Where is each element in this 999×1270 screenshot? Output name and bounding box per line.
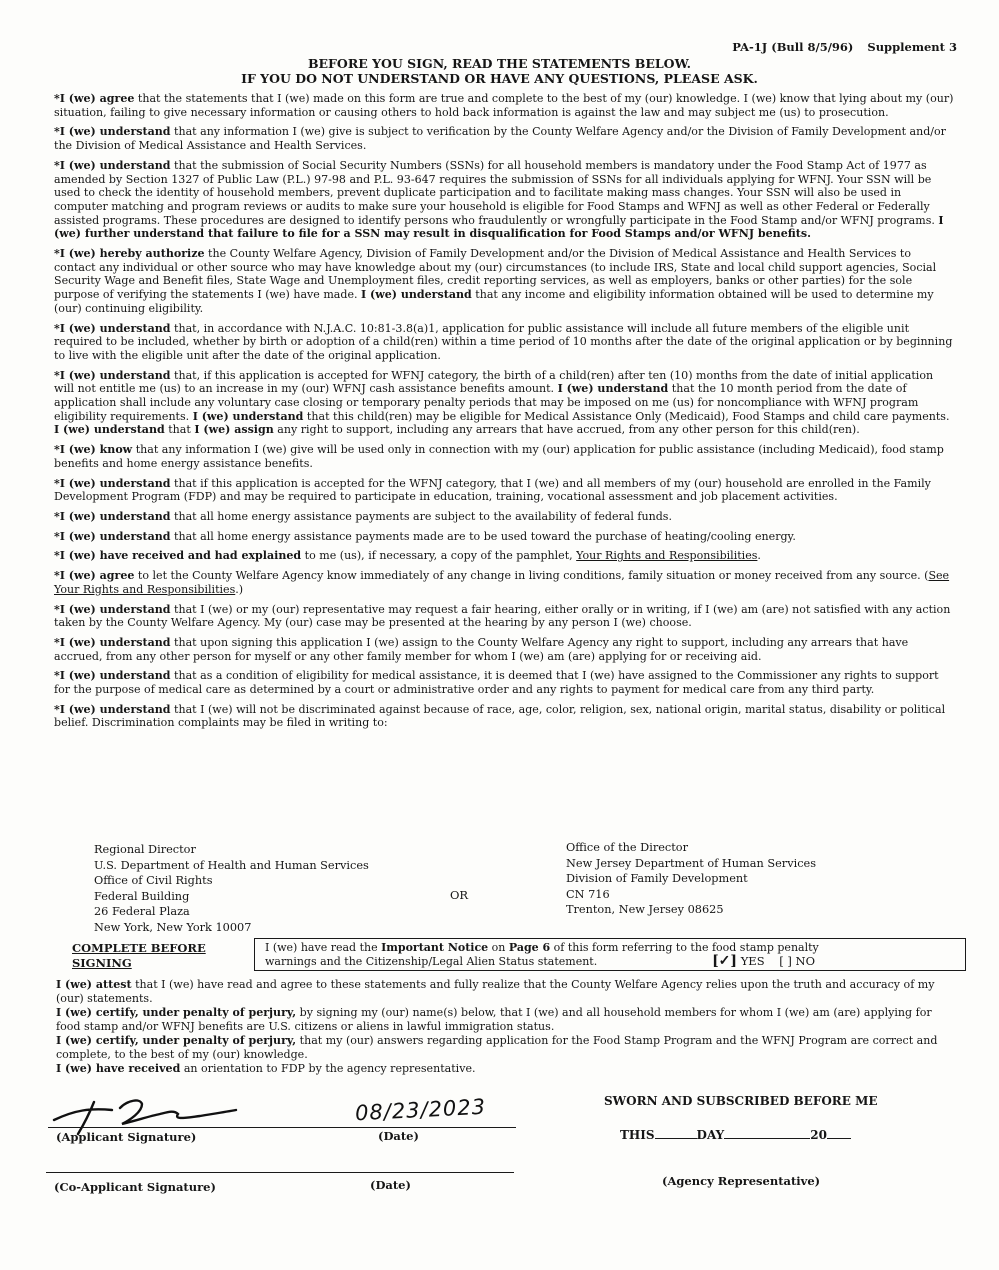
- coapplicant-signature-label: (Co-Applicant Signature): [54, 1180, 216, 1194]
- statement-9: *I (we) understand that all home energy assistance payments are subject to the availability of federal funds.: [54, 509, 672, 523]
- coapplicant-date-label: (Date): [370, 1178, 411, 1192]
- form-id: [722, 40, 957, 54]
- form-code: PA-1J (Bull 8/5/96): [732, 40, 854, 54]
- yes-checkbox[interactable]: [✓]: [712, 953, 738, 969]
- important-notice-box: [254, 938, 966, 971]
- header-line-1: BEFORE YOU SIGN, READ THE STATEMENTS BELOW.: [307, 56, 692, 71]
- statement-1: *I (we) agree that the statements that I (we) made on this form are true and complete to the best of my (our) knowledge. I (we) know that lying about my (our) situation, failing to give necessary information or causing others to hold back information is against the law and may subject me (us) to prosecution.: [54, 92, 954, 119]
- applicant-date-label: (Date): [378, 1129, 419, 1143]
- no-label: NO: [795, 954, 815, 968]
- yes-no-options: [712, 954, 815, 968]
- sworn-date-line: THIS DAY 20: [620, 1127, 851, 1142]
- complete-before-signing-label: COMPLETE BEFORE SIGNING: [72, 941, 206, 970]
- statement-5: *I (we) understand that, in accordance with N.J.A.C. 10:81-3.8(a)1, application for public assistance will include all future members of the eligible unit required to be included, whether by birth or adoption of a child(ren) within a time period of 10 months after the date of the original application or by beginning to live with the eligible unit after the date of the original application.: [54, 321, 953, 362]
- page-header: [0, 56, 999, 86]
- statement-3: *I (we) understand that the submission of Social Security Numbers (SSNs) for all household members is mandatory under the Food Stamp Act of 1977 as amended by Section 1327 of Public Law (P.L.) 97-98 and P.L. 93-647 requires the submission of SSNs for all individuals applying for WFNJ. Your SSN will be used to check the identity of household members, prevent duplicate participation and to facilitate making mass changes. Your SSN will also be used in computer matching and program reviews or audits to make sure your household is eligible for Food Stamps and WFNJ as well as other Federal or Federally assisted programs. These procedures are designed to identify persons who fraudulently or wrongfully participate in the Food Stamp and/or WFNJ programs. I (we) further understand that failure to file for a SSN may result in disqualification for Food Stamps and/or WFNJ benefits.: [54, 158, 944, 241]
- statement-4: *I (we) hereby authorize the County Welfare Agency, Division of Family Development and/or the Division of Medical Assistance and Health Services to contact any individual or other source who may have knowledge about my (our) circumstances (to include IRS, State and local child support agencies, Social Security Wage and Benefit files, State Wage and Unemployment files, credit reporting services, as well as employers, banks or other parties) for the sole purpose of verifying the statements I (we) have made. I (we) understand that any income and eligibility information obtained will be used to determine my (our) continuing eligibility.: [54, 247, 937, 315]
- attest-1: I (we) attest that I (we) have read and agree to these statements and fully realize that the County Welfare Agency relies upon the truth and accuracy of my (our) statements.: [56, 978, 935, 1005]
- header-line-2: IF YOU DO NOT UNDERSTAND OR HAVE ANY QUESTIONS, PLEASE ASK.: [241, 71, 758, 86]
- sworn-title: SWORN AND SUBSCRIBED BEFORE ME: [604, 1094, 878, 1108]
- applicant-signature-label: (Applicant Signature): [56, 1130, 197, 1144]
- statement-6: *I (we) understand that, if this application is accepted for WFNJ category, the birth of a child(ren) after ten (10) months from the date of initial application will not entitle me (us) to an increase in my (our) WFNJ cash assistance benefits amount. I (we) understand that the 10 month period from the date of application shall include any voluntary case closing or temporary penalty periods that may be imposed on me (us) for noncompliance with WFNJ program eligibility requirements. I (we) understand that this child(ren) may be eligible for Medical Assistance Only (Medicaid), Food Stamps and child care payments. I (we) understand that I (we) assign any right to support, including any arrears that have accrued, from any other person for this child(ren).: [54, 368, 950, 437]
- statement-12: *I (we) agree to let the County Welfare Agency know immediately of any change in living conditions, family situation or money received from any source. (See Your Rights and Responsibilities.): [54, 569, 950, 596]
- statement-11: *I (we) have received and had explained to me (us), if necessary, a copy of the pamphlet, Your Rights and Responsibilities.: [54, 549, 761, 563]
- agency-representative-label: (Agency Representative): [662, 1174, 821, 1188]
- statement-14: *I (we) understand that upon signing this application I (we) assign to the County Welfare Agency any right to support, including any arrears that have accrued, from any other person for myself or any other family member for whom I (we) am (are) applying for or receiving aid.: [54, 635, 909, 663]
- address-office-director: Office of the Director New Jersey Department of Human Services Division of Family Development CN 716 Trenton, New Jersey 08625: [566, 841, 816, 917]
- statement-16: *I (we) understand that I (we) will not be discriminated against because of race, age, color, religion, sex, national origin, marital status, disability or political belief. Discrimination complaints may be filed in writing to:: [54, 702, 946, 730]
- applicant-date-value[interactable]: 08/23/2023: [354, 1094, 487, 1126]
- applicant-signature-line: [48, 1127, 516, 1128]
- yes-label: YES: [740, 954, 765, 968]
- statement-2: *I (we) understand that any information I (we) give is subject to verification by the County Welfare Agency and/or the Division of Family Development and/or the Division of Medical Assistance and Health Services.: [54, 125, 946, 153]
- pamphlet-title: Your Rights and Responsibilities: [576, 549, 758, 563]
- pamphlet-reference: See Your Rights and Responsibilities: [54, 569, 950, 596]
- attest-2: I (we) certify, under penalty of perjury, by signing my (our) name(s) below, that I (we) and all household members for whom I (we) am (are) applying for food stamp and/or WFNJ benefits are U.S. citizens or aliens in lawful immigration status.: [56, 1006, 932, 1033]
- or-label: OR: [450, 888, 469, 902]
- coapplicant-signature-line: [46, 1172, 514, 1173]
- address-regional-director: Regional Director U.S. Department of Health and Human Services Office of Civil Rights Federal Building 26 Federal Plaza New York, New York 10007: [94, 843, 369, 934]
- no-checkbox[interactable]: [ ]: [779, 954, 792, 968]
- statement-13: *I (we) understand that I (we) or my (our) representative may request a fair hearing, either orally or in writing, if I (we) am (are) not satisfied with any action taken by the County Welfare Agency. My (our) case may be presented at the hearing by any person I (we) choose.: [54, 602, 951, 630]
- statement-10: *I (we) understand that all home energy assistance payments made are to be used toward the purchase of heating/cooling energy.: [54, 529, 796, 543]
- notice-line-2: warnings and the Citizenship/Legal Alien Status statement.: [265, 955, 598, 968]
- notice-line-1: I (we) have read the Important Notice on Page 6 of this form referring to the food stamp penalty: [265, 941, 819, 954]
- attest-4: I (we) have received an orientation to FDP by the agency representative.: [56, 1062, 476, 1075]
- statement-7: *I (we) know that any information I (we) give will be used only in connection with my (our) application for public assistance (including Medicaid), food stamp benefits and home energy assistance benefits.: [54, 443, 944, 470]
- statements-list: [54, 92, 956, 736]
- attestation-block: [56, 978, 956, 1076]
- statement-8: *I (we) understand that if this application is accepted for the WFNJ category, that I (we) and all members of my (our) household are enrolled in the Family Development Program (FDP) and may be required to participate in education, training, vocational assessment and job placement activities.: [54, 476, 931, 504]
- form-supplement: Supplement 3: [867, 40, 957, 54]
- day-blank[interactable]: [655, 1127, 697, 1139]
- year-blank[interactable]: [827, 1127, 851, 1139]
- month-blank[interactable]: [724, 1127, 810, 1139]
- attest-3: I (we) certify, under penalty of perjury, that my (our) answers regarding application for the Food Stamp Program and the WFNJ Program are correct and complete, to the best of my (our) knowledge.: [56, 1034, 938, 1061]
- statement-15: *I (we) understand that as a condition of eligibility for medical assistance, it is deemed that I (we) have assigned to the Commissioner any rights to support for the purpose of medical care as determined by a court or administrative order and any rights to payment for medical care from any third party.: [54, 669, 939, 697]
